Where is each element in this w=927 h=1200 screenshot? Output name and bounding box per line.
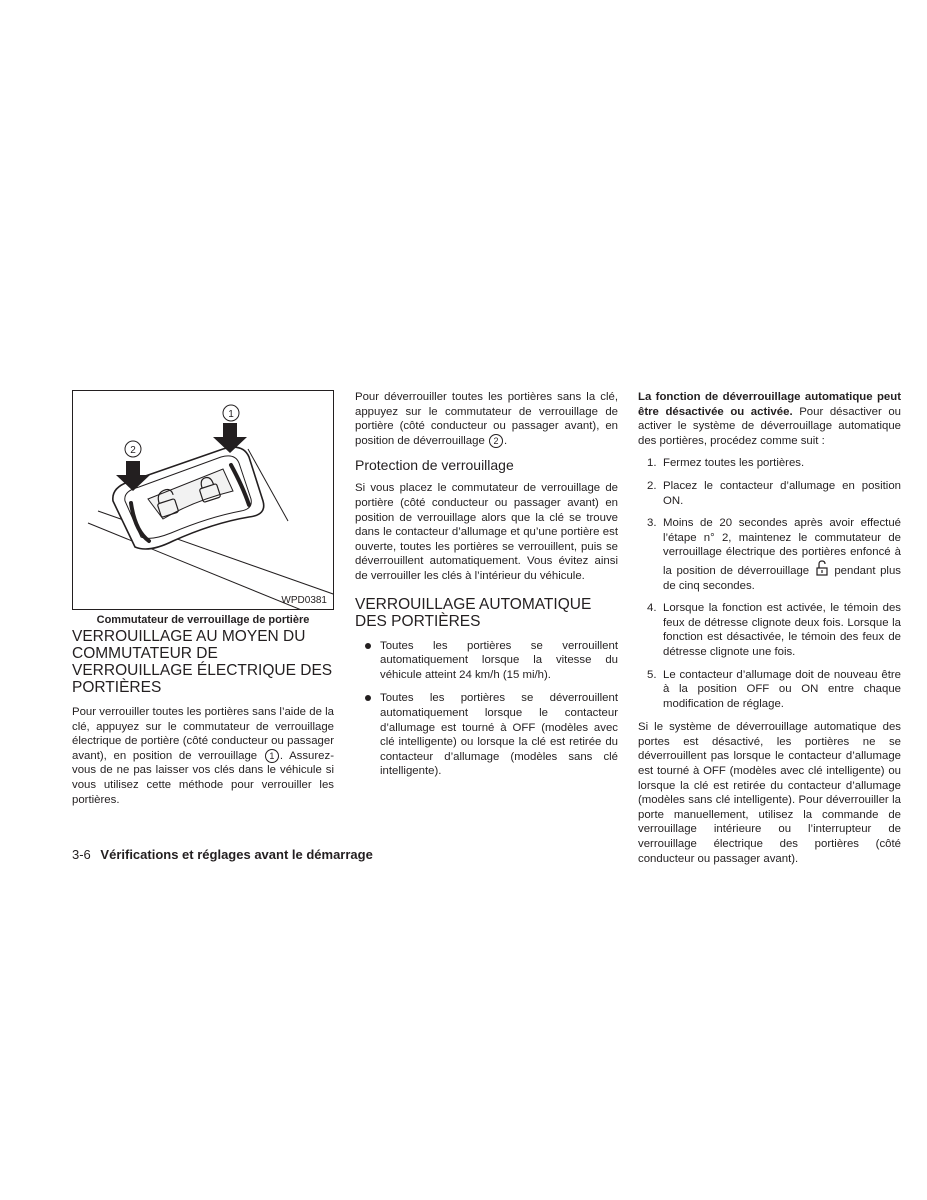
lockout-protection-paragraph: Si vous placez le commutateur de verrouillage de portière (côté conducteur ou passager avant) en position de verrouillage alors que la clé se trouve dans le contacteur d’allumage et qu’une portière est ouverte, toutes les portières se verrouillent, puis se déverrouillent automatiquement. Vous évitez ainsi de verrouiller les clés à l’intérieur du véhicule. bbox=[355, 482, 618, 582]
bullet-icon bbox=[365, 643, 371, 649]
unlock-paragraph: Pour déverrouiller toutes les portières sans la clé, appuyez sur le commutateur de verrouillage de portière (côté conducteur ou passager avant), en position de déverrouillage 2 . bbox=[355, 391, 618, 447]
chapter-title: Vérifications et réglages avant le démarrage bbox=[100, 847, 373, 862]
power-lock-paragraph: Pour verrouiller toutes les portières sans l’aide de la clé, appuyez sur le commutateur de verrouillage électrique de portière (côté conducteur ou passager avant), en position de verrouillage 1 . Assurez-vous de ne pas laisser vos clés dans le véhicule si vous utilisez cette méthode pour verrouiller les portières. bbox=[72, 706, 335, 806]
door-lock-switch-illustration bbox=[73, 391, 333, 609]
list-item: Toutes les portières se déverrouillent automatiquement lorsque le contacteur d’allumage est tourné à OFF (modèles avec clé intelligente) ou lorsque la clé est retirée du contacteur d’allumage (modèles sans clé intelligente). bbox=[355, 691, 618, 779]
list-item: 1. Fermez toutes les portières. bbox=[647, 457, 805, 470]
list-item: Toutes les portières se verrouillent automatiquement lorsque la vitesse du véhicule atteint 24 km/h (15 mi/h). bbox=[355, 639, 618, 683]
unlock-icon bbox=[814, 560, 830, 576]
left-column bbox=[72, 390, 334, 815]
auto-unlock-closing: Si le système de déverrouillage automatique des portes est désactivé, les portières ne se déverrouillent pas lorsque le contacteur d’allumage est tourné à OFF (modèles avec clé intelligente) ou lorsque la clé est retirée du contacteur d’allumage (modèles sans clé intelligente). Pour déverrouiller la porte manuellement, utilisez la commande de verrouillage intérieure ou l’interrupteur de verrouillage électrique des portières (côté conducteur ou passager avant). bbox=[638, 721, 901, 865]
figure-code: WPD0381 bbox=[281, 595, 327, 606]
list-item: 2. Placez le contacteur d’allumage en position ON. bbox=[647, 479, 901, 507]
section-heading-power-lock: VERROUILLAGE AU MOYEN DU COMMUTATEUR DE VERROUILLAGE ÉLECTRIQUE DES PORTIÈRES bbox=[72, 628, 333, 696]
page-number: 3-6 bbox=[72, 847, 91, 862]
auto-lock-bullets bbox=[355, 639, 618, 779]
middle-column bbox=[355, 390, 618, 788]
bullet-icon bbox=[365, 695, 371, 701]
figure-caption: Commutateur de verrouillage de portière bbox=[96, 614, 310, 626]
list-item: 3. Moins de 20 secondes après avoir effectué l’étape n° 2, maintenez le commutateur de verrouillage électrique des portières enfoncé à la position de déverrouillage pendant plus de cinq secondes. bbox=[647, 517, 901, 592]
right-column bbox=[638, 390, 901, 874]
section-heading-auto-lock: VERROUILLAGE AUTOMATIQUE DES PORTIÈRES bbox=[355, 595, 592, 630]
auto-unlock-intro: La fonction de déverrouillage automatique peut être désactivée ou activée. Pour désactiver ou activer le système de déverrouillage automatique des portières, procédez comme suit : bbox=[638, 391, 901, 447]
page-footer bbox=[72, 847, 373, 862]
list-item: 5. Le contacteur d’allumage doit de nouveau être à la position OFF ou ON entre chaque modification de réglage. bbox=[647, 668, 901, 710]
circled-number-2: 2 bbox=[489, 434, 503, 448]
list-item: 4. Lorsque la fonction est activée, le témoin des feux de détresse clignote deux fois. Lorsque la fonction est désactivée, le témoin des feux de détresse clignote une fois. bbox=[647, 602, 901, 658]
circled-number-1: 1 bbox=[265, 749, 279, 763]
callout-2-label: 2 bbox=[130, 445, 136, 456]
section-heading-lockout-protection: Protection de verrouillage bbox=[355, 457, 514, 474]
callout-1-label: 1 bbox=[228, 409, 234, 420]
procedure-steps bbox=[638, 456, 901, 711]
door-lock-switch-figure bbox=[72, 390, 334, 610]
